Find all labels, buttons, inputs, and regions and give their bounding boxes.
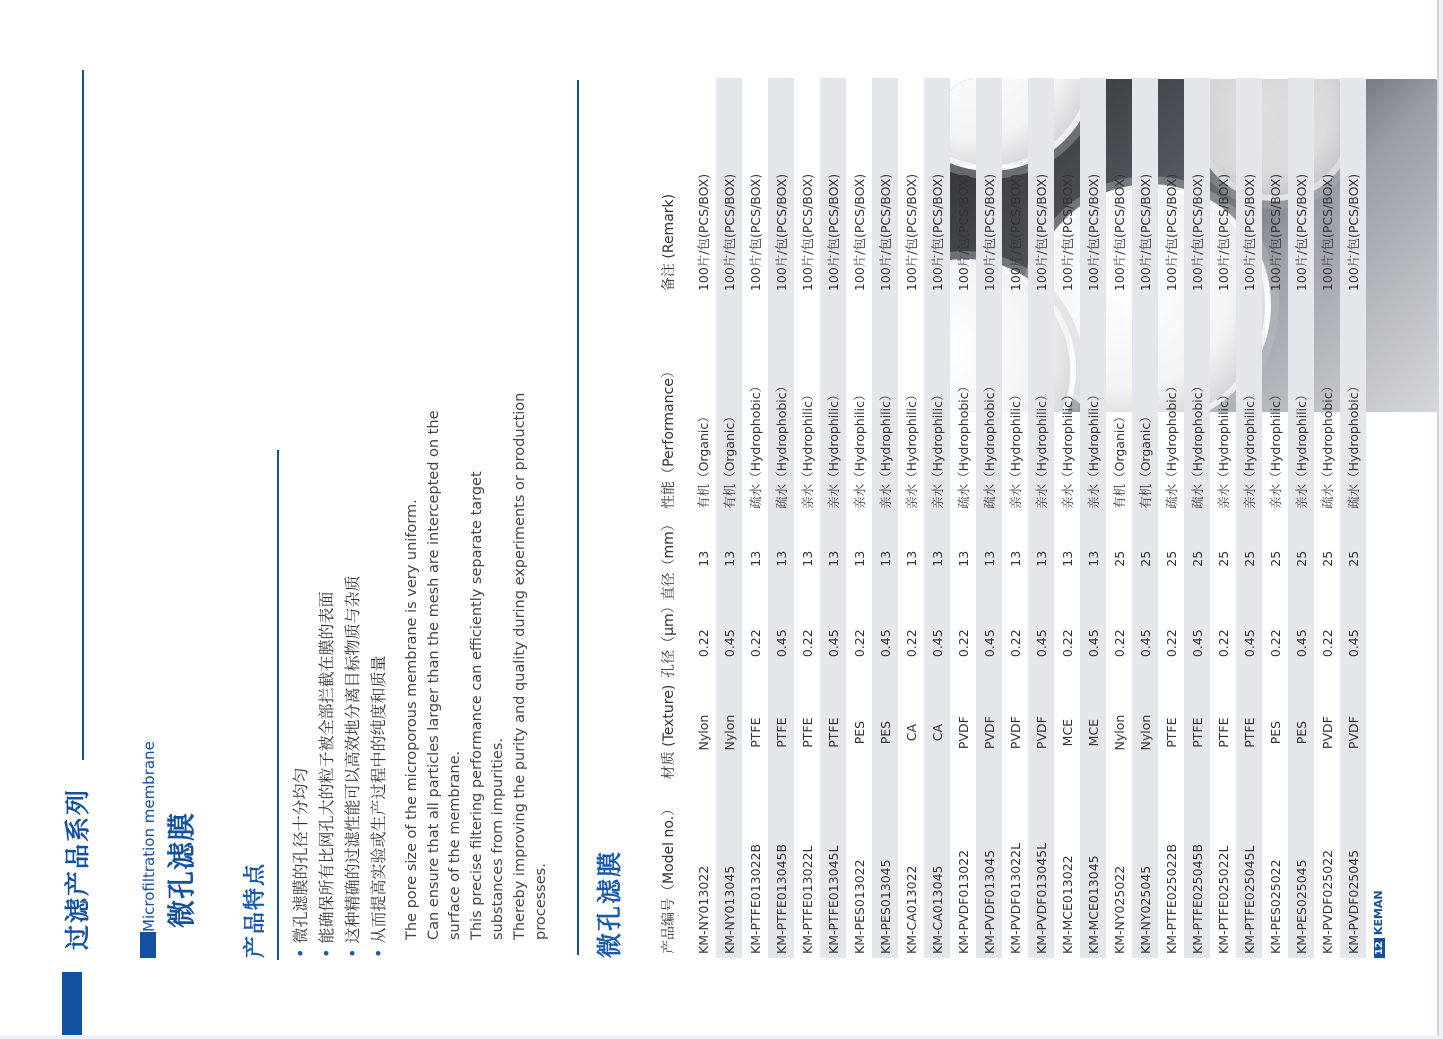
cell-texture: PVDF [1028, 682, 1054, 783]
table-body [690, 78, 1366, 958]
cell-performance: 疏水（Hydrophobic） [1340, 295, 1366, 513]
cell-texture: PTFE [820, 682, 846, 783]
cell-performance: 亲水（Hydrophilic） [1216, 388, 1231, 509]
cell-texture: CA [903, 723, 919, 742]
cell-remark: 100片/包(PCS/BOX) [1184, 78, 1210, 295]
cell-remark: 100片/包(PCS/BOX) [1268, 173, 1283, 292]
table-row [1314, 78, 1340, 958]
cell-diameter: 13 [1007, 550, 1023, 567]
table-row [1054, 78, 1080, 958]
cell-diameter: 25 [1184, 513, 1210, 605]
cell-performance: 亲水（Hydrophilic） [904, 388, 919, 509]
cell-texture: PTFE [1163, 717, 1179, 748]
cell-model: KM-PVDF025045 [1340, 783, 1366, 958]
cell-diameter: 25 [1288, 513, 1314, 605]
cell-pore-size: 0.22 [851, 629, 867, 658]
cell-remark: 100片/包(PCS/BOX) [800, 173, 815, 292]
cell-model: KM-CA013045 [924, 783, 950, 958]
cell-performance: 亲水（Hydrophilic） [1268, 388, 1283, 509]
cell-diameter: 13 [716, 513, 742, 605]
cell-performance: 有机（Organic） [1132, 295, 1158, 513]
cell-diameter: 13 [747, 550, 763, 567]
header-model: 产品编号（Model no.） [646, 783, 690, 958]
cell-remark: 100片/包(PCS/BOX) [820, 78, 846, 295]
cell-remark: 100片/包(PCS/BOX) [956, 173, 971, 292]
table-row [1236, 78, 1262, 958]
cell-model: KM-PTFE013045B [768, 783, 794, 958]
header-performance: 性能（Performance） [646, 295, 690, 513]
cell-pore-size: 0.45 [976, 605, 1002, 682]
table-row [846, 78, 872, 958]
table-row [690, 78, 716, 958]
cell-texture: PTFE [747, 717, 763, 748]
cell-texture: Nylon [716, 682, 742, 783]
description-line: surface of the membrane. [447, 750, 463, 940]
cell-performance: 有机（Organic） [716, 295, 742, 513]
spec-table [646, 78, 1366, 958]
cell-texture: CA [924, 682, 950, 783]
cell-model: KM-PTFE013022B [747, 843, 763, 954]
cell-pore-size: 0.45 [820, 605, 846, 682]
cell-remark: 100片/包(PCS/BOX) [976, 78, 1002, 295]
cell-pore-size: 0.22 [1111, 629, 1127, 658]
cell-performance: 亲水（Hydrophilic） [1060, 388, 1075, 509]
cell-performance: 亲水（Hydrophilic） [852, 388, 867, 509]
series-title: 过滤产品系列 [63, 787, 92, 950]
header-texture: 材质 (Texture) [646, 682, 690, 783]
cell-pore-size: 0.22 [1163, 629, 1179, 658]
footer-brand [1372, 890, 1385, 958]
cell-diameter: 13 [799, 550, 815, 567]
cell-diameter: 25 [1111, 550, 1127, 567]
table-row [924, 78, 950, 958]
cell-remark: 100片/包(PCS/BOX) [696, 173, 711, 292]
cell-model: KM-PTFE013045L [820, 783, 846, 958]
cell-model: KM-PTFE013022L [799, 845, 815, 954]
cell-model: KM-PVDF013022L [1007, 842, 1023, 954]
product-accent-bar [140, 932, 156, 958]
cell-diameter: 13 [768, 513, 794, 605]
cell-pore-size: 0.22 [695, 629, 711, 658]
cell-pore-size: 0.45 [1184, 605, 1210, 682]
cell-pore-size: 0.22 [955, 629, 971, 658]
table-row [768, 78, 794, 958]
cell-diameter: 13 [903, 550, 919, 567]
header-pore-size: 孔径（μm） [646, 605, 690, 682]
cell-remark: 100片/包(PCS/BOX) [748, 173, 763, 292]
cell-diameter: 13 [820, 513, 846, 605]
cell-texture: Nylon [1132, 682, 1158, 783]
description-line: This precise filtering performance can efficiently separate target [468, 471, 485, 940]
cell-remark: 100片/包(PCS/BOX) [924, 78, 950, 295]
table-row [976, 78, 1002, 958]
cell-pore-size: 0.45 [1236, 605, 1262, 682]
cell-pore-size: 0.22 [1059, 629, 1075, 658]
cell-remark: 100片/包(PCS/BOX) [1112, 173, 1127, 292]
cell-diameter: 13 [1080, 513, 1106, 605]
cell-diameter: 25 [1267, 550, 1283, 567]
cell-diameter: 25 [1236, 513, 1262, 605]
cell-performance: 亲水（Hydrophilic） [1236, 295, 1262, 513]
cell-model: KM-PVDF013045L [1028, 783, 1054, 958]
cell-texture: Nylon [695, 714, 711, 751]
cell-remark: 100片/包(PCS/BOX) [1340, 78, 1366, 295]
cell-model: KM-PES013022 [851, 859, 867, 954]
cell-remark: 100片/包(PCS/BOX) [716, 78, 742, 295]
cell-pore-size: 0.45 [1132, 605, 1158, 682]
cell-performance: 疏水（Hydrophobic） [748, 379, 763, 509]
cell-remark: 100片/包(PCS/BOX) [872, 78, 898, 295]
cell-pore-size: 0.45 [1028, 605, 1054, 682]
table-row [872, 78, 898, 958]
feature-bullet: • 能确保所有比网孔大的粒子被全部拦截在膜的表面 [314, 575, 340, 958]
cell-model: KM-CA013022 [903, 865, 919, 954]
header-diameter: 直径（mm） [646, 513, 690, 605]
table-row [794, 78, 820, 958]
cell-texture: PTFE [1236, 682, 1262, 783]
cell-model: KM-PTFE025022L [1215, 845, 1231, 954]
cell-performance: 亲水（Hydrophilic） [820, 295, 846, 513]
description-line: Can ensure that all particles larger than the mesh are intercepted on the [425, 410, 442, 940]
table-title: 微孔滤膜 [595, 849, 624, 958]
cell-diameter: 13 [872, 513, 898, 605]
product-name-en: Microfiltration membrane [140, 741, 158, 932]
cell-remark: 100片/包(PCS/BOX) [852, 173, 867, 292]
cell-model: KM-PES025022 [1267, 859, 1283, 954]
brand-name: KEMAN [1372, 890, 1385, 936]
feature-bullet: • 这种精确的过滤性能可以高效地分离目标物质与杂质 [340, 575, 366, 958]
header-remark: 备注 (Remark) [646, 78, 690, 295]
cell-remark: 100片/包(PCS/BOX) [904, 173, 919, 292]
cell-remark: 100片/包(PCS/BOX) [1320, 173, 1335, 292]
cell-performance: 疏水（Hydrophobic） [768, 295, 794, 513]
table-row [1288, 78, 1314, 958]
cell-diameter: 25 [1340, 513, 1366, 605]
cell-model: KM-NY013022 [695, 865, 711, 954]
table-row [950, 78, 976, 958]
cell-model: KM-NY013045 [716, 783, 742, 958]
cell-performance: 亲水（Hydrophilic） [924, 295, 950, 513]
cell-model: KM-PVDF013045 [976, 783, 1002, 958]
cell-remark: 100片/包(PCS/BOX) [1288, 78, 1314, 295]
cell-texture: PTFE [768, 682, 794, 783]
cell-performance: 亲水（Hydrophilic） [800, 388, 815, 509]
cell-diameter: 13 [851, 550, 867, 567]
cell-texture: PTFE [1215, 717, 1231, 748]
features-description-en [402, 393, 553, 940]
cell-texture: PTFE [799, 717, 815, 748]
cell-texture: PTFE [1184, 682, 1210, 783]
cell-model: KM-PTFE025045L [1236, 783, 1262, 958]
product-name-cn: 微孔滤膜 [165, 811, 198, 928]
cell-texture: PES [1288, 682, 1314, 783]
cell-pore-size: 0.45 [716, 605, 742, 682]
cell-model: KM-MCE013022 [1059, 855, 1075, 954]
cell-diameter: 25 [1215, 550, 1231, 567]
feature-bullet: • 微孔滤膜的孔径十分均匀 [288, 575, 314, 958]
cell-pore-size: 0.45 [1340, 605, 1366, 682]
cell-performance: 有机（Organic） [1112, 410, 1127, 509]
cell-pore-size: 0.45 [872, 605, 898, 682]
cell-diameter: 13 [695, 550, 711, 567]
cell-remark: 100片/包(PCS/BOX) [1060, 173, 1075, 292]
features-bullet-list [288, 575, 392, 958]
table-row [1106, 78, 1132, 958]
cell-pore-size: 0.45 [1080, 605, 1106, 682]
cell-performance: 亲水（Hydrophilic） [1008, 388, 1023, 509]
cell-remark: 100片/包(PCS/BOX) [1080, 78, 1106, 295]
cell-performance: 亲水（Hydrophilic） [1080, 295, 1106, 513]
cell-remark: 100片/包(PCS/BOX) [1008, 173, 1023, 292]
cell-texture: PES [851, 720, 867, 745]
table-row [742, 78, 768, 958]
table-row [1340, 78, 1366, 958]
table-row [898, 78, 924, 958]
cell-performance: 疏水（Hydrophobic） [1164, 379, 1179, 509]
cell-remark: 100片/包(PCS/BOX) [1164, 173, 1179, 292]
cell-pore-size: 0.22 [903, 629, 919, 658]
cell-texture: PES [872, 682, 898, 783]
cell-texture: PVDF [1319, 716, 1335, 750]
cell-performance: 疏水（Hydrophobic） [976, 295, 1002, 513]
cell-remark: 100片/包(PCS/BOX) [1028, 78, 1054, 295]
cell-remark: 100片/包(PCS/BOX) [768, 78, 794, 295]
table-row [1158, 78, 1184, 958]
cell-pore-size: 0.22 [1215, 629, 1231, 658]
table-row [1210, 78, 1236, 958]
table-header-row [646, 78, 690, 958]
table-row [820, 78, 846, 958]
cell-remark: 100片/包(PCS/BOX) [1216, 173, 1231, 292]
side-divider [82, 70, 84, 760]
cell-texture: MCE [1080, 682, 1106, 783]
cell-pore-size: 0.45 [1288, 605, 1314, 682]
table-row [716, 78, 742, 958]
description-line: substances from impurities. [490, 737, 506, 940]
cell-pore-size: 0.22 [799, 629, 815, 658]
cell-texture: PVDF [976, 682, 1002, 783]
cell-pore-size: 0.22 [1007, 629, 1023, 658]
cell-model: KM-NY025045 [1132, 783, 1158, 958]
page-number: 12 [1374, 938, 1385, 958]
table-divider [577, 80, 579, 955]
table-row [1002, 78, 1028, 958]
cell-texture: PVDF [955, 716, 971, 750]
cell-performance: 疏水（Hydrophobic） [956, 379, 971, 509]
description-line: Thereby improving the purity and quality during experiments or production [511, 392, 528, 940]
cell-model: KM-PES013045 [872, 783, 898, 958]
cell-model: KM-MCE013045 [1080, 783, 1106, 958]
cell-diameter: 13 [1059, 550, 1075, 567]
table-row [1184, 78, 1210, 958]
table-row [1132, 78, 1158, 958]
cell-model: KM-NY025022 [1111, 865, 1127, 954]
cell-pore-size: 0.22 [1267, 629, 1283, 658]
cell-remark: 100片/包(PCS/BOX) [1236, 78, 1262, 295]
cell-pore-size: 0.45 [768, 605, 794, 682]
cell-model: KM-PVDF013022 [955, 849, 971, 954]
cell-diameter: 25 [1319, 550, 1335, 567]
spec-table-wrapper [646, 78, 1366, 958]
cell-diameter: 13 [955, 550, 971, 567]
cell-model: KM-PTFE025022B [1163, 843, 1179, 954]
cell-pore-size: 0.22 [747, 629, 763, 658]
cell-diameter: 13 [924, 513, 950, 605]
cell-performance: 有机（Organic） [696, 410, 711, 509]
cell-texture: Nylon [1111, 714, 1127, 751]
cell-performance: 疏水（Hydrophobic） [1184, 295, 1210, 513]
cell-performance: 亲水（Hydrophilic） [1288, 295, 1314, 513]
features-divider [277, 450, 279, 960]
cell-diameter: 13 [976, 513, 1002, 605]
table-row [1262, 78, 1288, 958]
cell-performance: 亲水（Hydrophilic） [1028, 295, 1054, 513]
features-title: 产品特点 [243, 861, 268, 958]
cell-diameter: 25 [1132, 513, 1158, 605]
description-line: The pore size of the microporous membrane is very uniform. [404, 499, 420, 940]
cell-model: KM-PES025045 [1288, 783, 1314, 958]
cell-pore-size: 0.45 [924, 605, 950, 682]
cell-model: KM-PVDF025022 [1319, 849, 1335, 954]
cell-diameter: 25 [1163, 550, 1179, 567]
cell-texture: PES [1267, 720, 1283, 745]
cell-performance: 疏水（Hydrophobic） [1320, 379, 1335, 509]
description-line: processes. [533, 863, 549, 940]
cell-diameter: 13 [1028, 513, 1054, 605]
cell-model: KM-PTFE025045B [1184, 783, 1210, 958]
table-row [1080, 78, 1106, 958]
cell-pore-size: 0.22 [1319, 629, 1335, 658]
side-accent-block [62, 972, 82, 1035]
cell-texture: PVDF [1007, 716, 1023, 750]
cell-performance: 亲水（Hydrophilic） [872, 295, 898, 513]
cell-remark: 100片/包(PCS/BOX) [1132, 78, 1158, 295]
feature-bullet: • 从而提高实验或生产过程中的纯度和质量 [366, 575, 392, 958]
cell-texture: PVDF [1340, 682, 1366, 783]
table-row [1028, 78, 1054, 958]
cell-texture: MCE [1059, 718, 1075, 747]
